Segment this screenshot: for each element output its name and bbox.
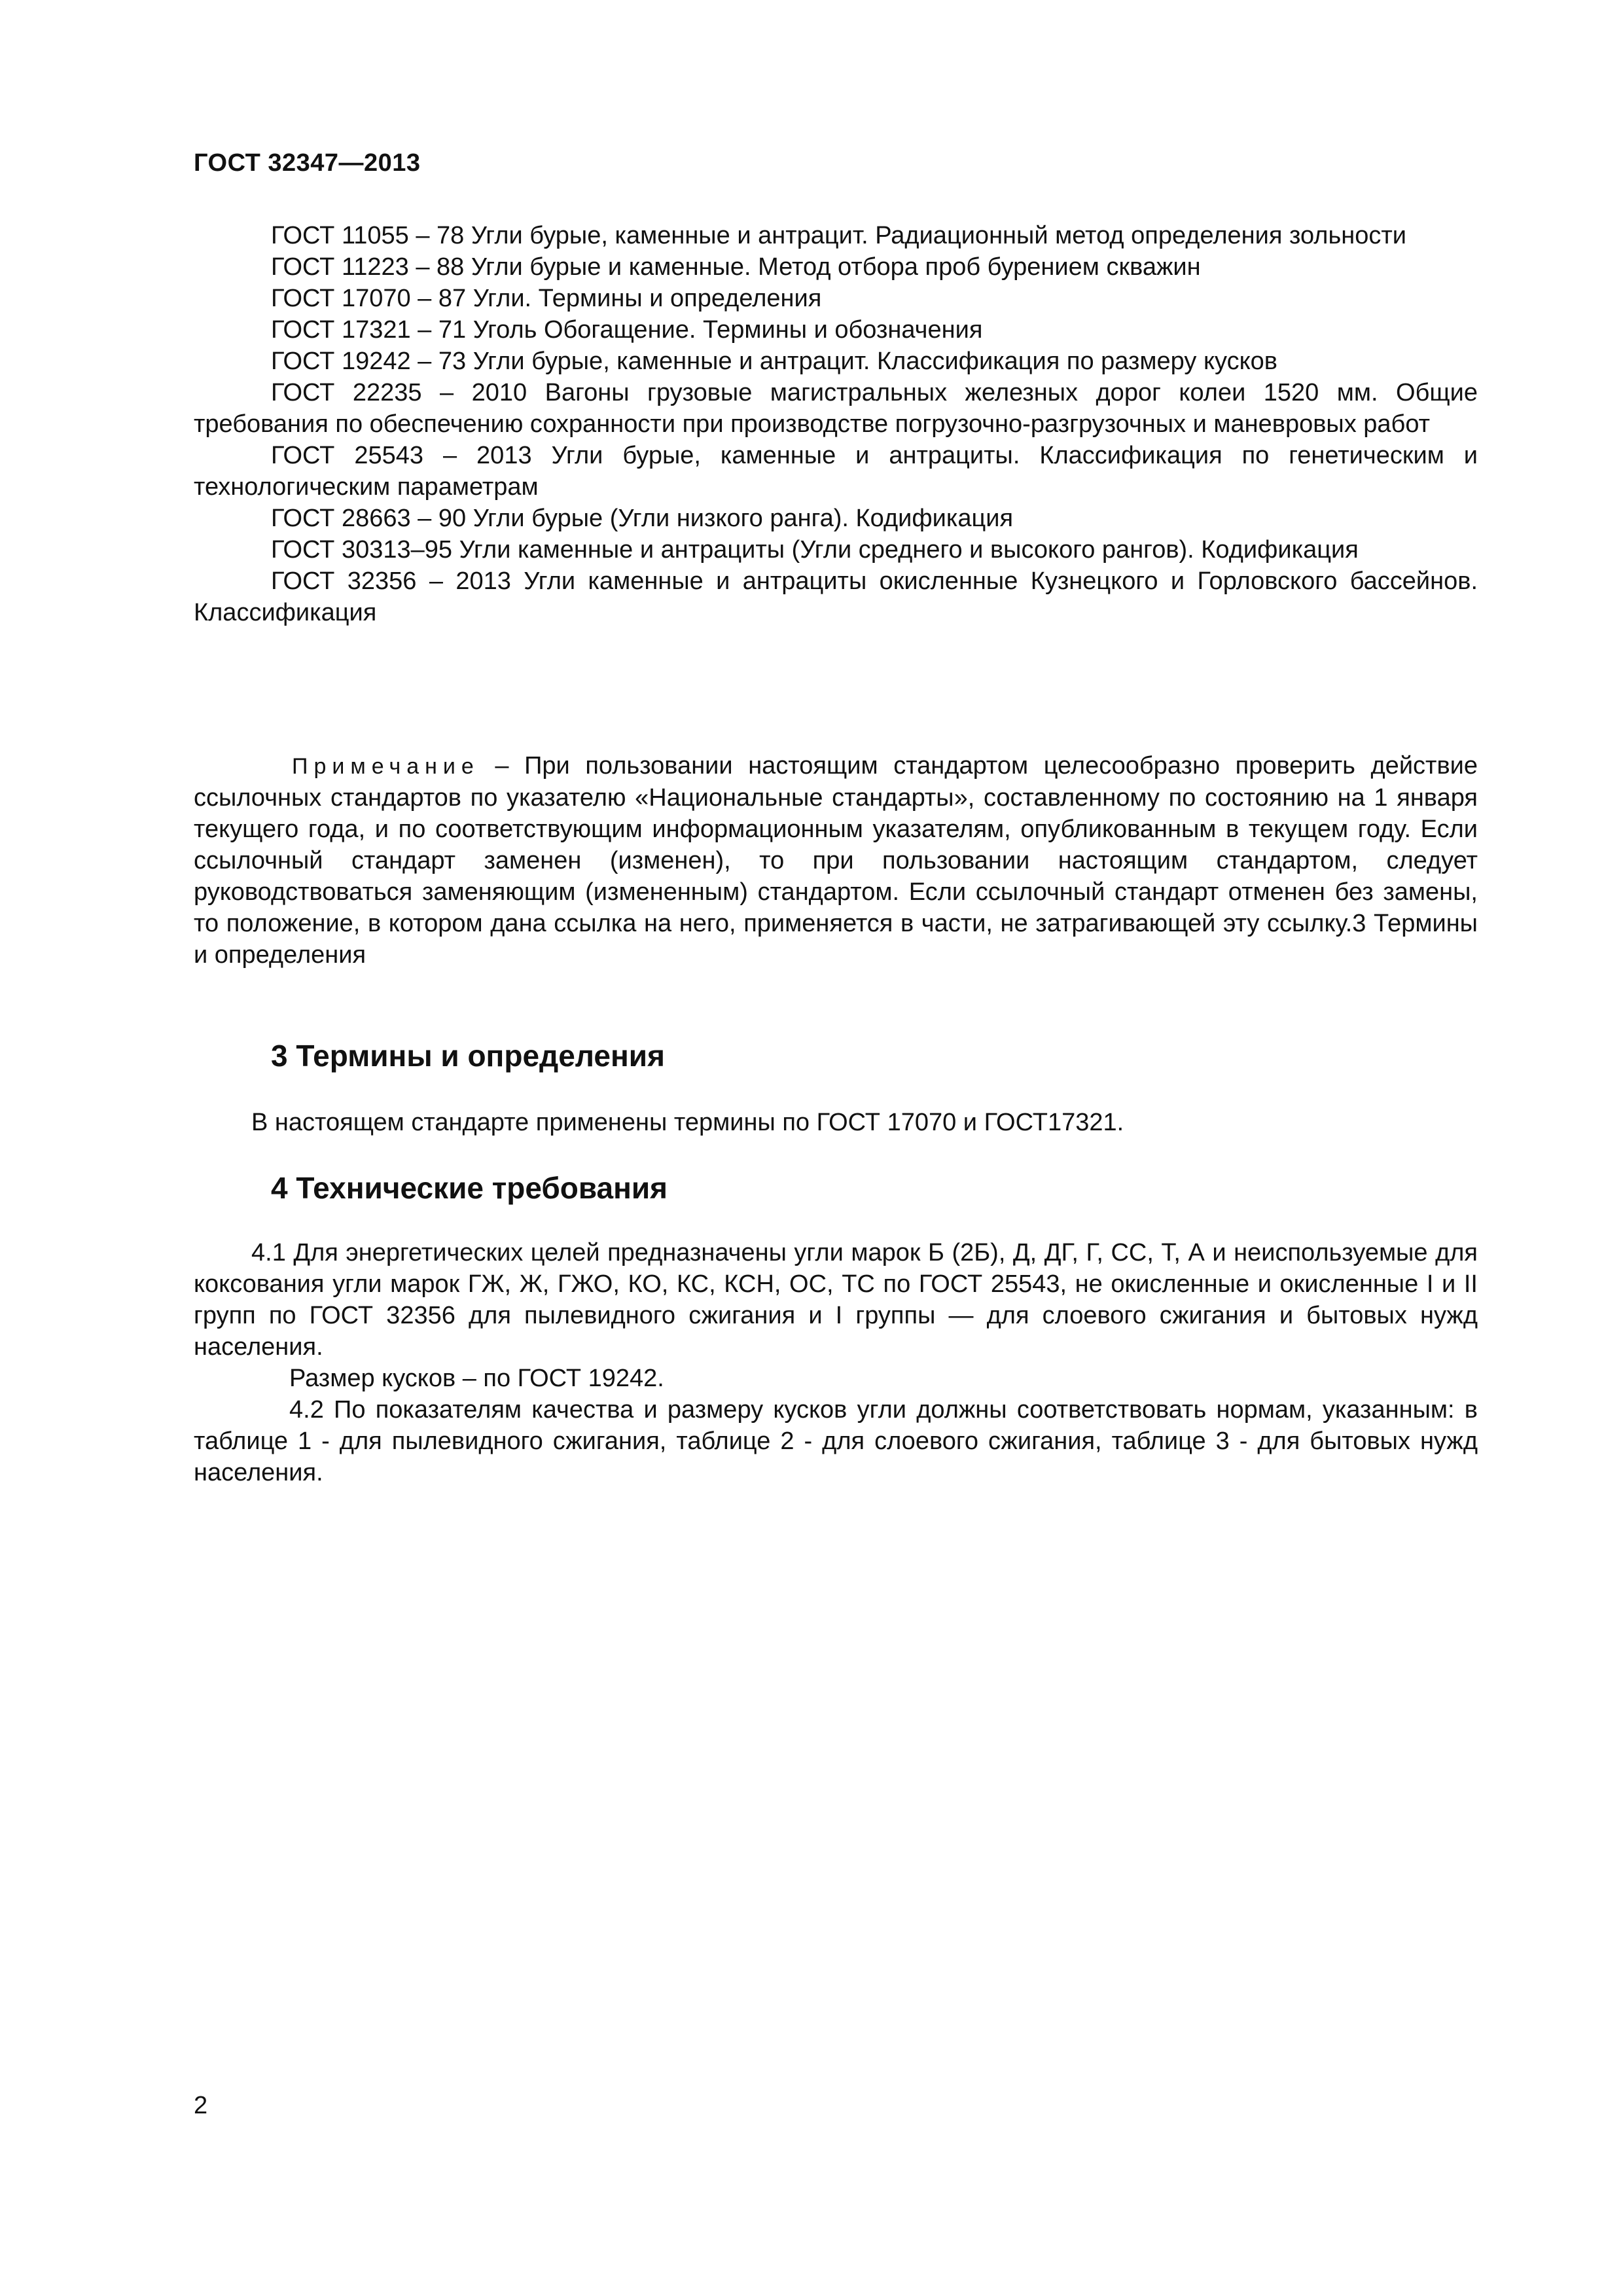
clause-4-2: 4.2 По показателям качества и размеру кусков угли должны соответствовать нормам, указанным: в таблице 1 - для пылевидного сжигания, таблице 2 - для слоевого сжигания, таблице 3 - для бытовых нужд населения. xyxy=(194,1396,1478,1486)
reference-item: ГОСТ 25543 – 2013 Угли бурые, каменные и антрациты. Классификация по генетическим и технологическим параметрам xyxy=(194,442,1478,501)
section-4-body xyxy=(194,1237,1478,1488)
clause-size: Размер кусков – по ГОСТ 19242. xyxy=(289,1365,664,1392)
reference-item: ГОСТ 32356 – 2013 Угли каменные и антрациты окисленные Кузнецкого и Горловского бассейнов. Классификация xyxy=(194,567,1478,626)
page-number: 2 xyxy=(194,2092,208,2119)
reference-item: ГОСТ 11055 – 78 Угли бурые, каменные и антрацит. Радиационный метод определения зольности xyxy=(271,222,1406,249)
section-3-text: В настоящем стандарте применены термины по ГОСТ 17070 и ГОСТ17321. xyxy=(251,1109,1124,1136)
document-header: ГОСТ 32347—2013 xyxy=(194,149,421,177)
reference-item: ГОСТ 17321 – 71 Уголь Обогащение. Термины и обозначения xyxy=(271,316,983,344)
clause-4-1: 4.1 Для энергетических целей предназначены угли марок Б (2Б), Д, ДГ, Г, СС, Т, А и неиспользуемые для коксования угли марок ГЖ, Ж, ГЖО, КО, КС, КСН, ОС, ТС по ГОСТ 25543, не окисленные и окисленные I и II групп по ГОСТ 32356 для пылевидного сжигания и I группы — для слоевого сжигания и бытовых нужд населения. xyxy=(194,1239,1478,1361)
note-paragraph xyxy=(194,750,1478,971)
reference-item: ГОСТ 11223 – 88 Угли бурые и каменные. Метод отбора проб бурением скважин xyxy=(271,253,1201,281)
reference-item: ГОСТ 19242 – 73 Угли бурые, каменные и антрацит. Классификация по размеру кусков xyxy=(271,348,1277,375)
section-3-heading: 3 Термины и определения xyxy=(271,1039,665,1073)
reference-item: ГОСТ 28663 – 90 Угли бурые (Угли низкого ранга). Кодификация xyxy=(271,505,1014,532)
document-page xyxy=(194,0,1478,2296)
reference-item: ГОСТ 22235 – 2010 Вагоны грузовые магистральных железных дорог колеи 1520 мм. Общие требования по обеспечению сохранности при производстве погрузочно-разгрузочных и маневровых работ xyxy=(194,379,1478,438)
normative-references-list xyxy=(194,220,1478,628)
note-label: Примечание xyxy=(292,754,480,779)
reference-item: ГОСТ 30313–95 Угли каменные и антрациты (Угли среднего и высокого рангов). Кодификация xyxy=(271,536,1359,564)
note-text: – При пользовании настоящим стандартом целесообразно проверить действие ссылочных стандартов по указателю «Национальные стандарты», составленному по состоянию на 1 января текущего года, и по соответствующим информационным указателям, опубликованным в текущем году. Если ссылочный стандарт заменен (изменен), то при пользовании настоящим стандартом, следует руководствоваться заменяющим (измененным) стандартом. Если ссылочный стандарт отменен без замены, то положение, в котором дана ссылка на него, применяется в части, не затрагивающей эту ссылку.3 Термины и определения xyxy=(194,752,1478,969)
reference-item: ГОСТ 17070 – 87 Угли. Термины и определения xyxy=(271,285,822,312)
section-4-heading: 4 Технические требования xyxy=(271,1171,668,1205)
